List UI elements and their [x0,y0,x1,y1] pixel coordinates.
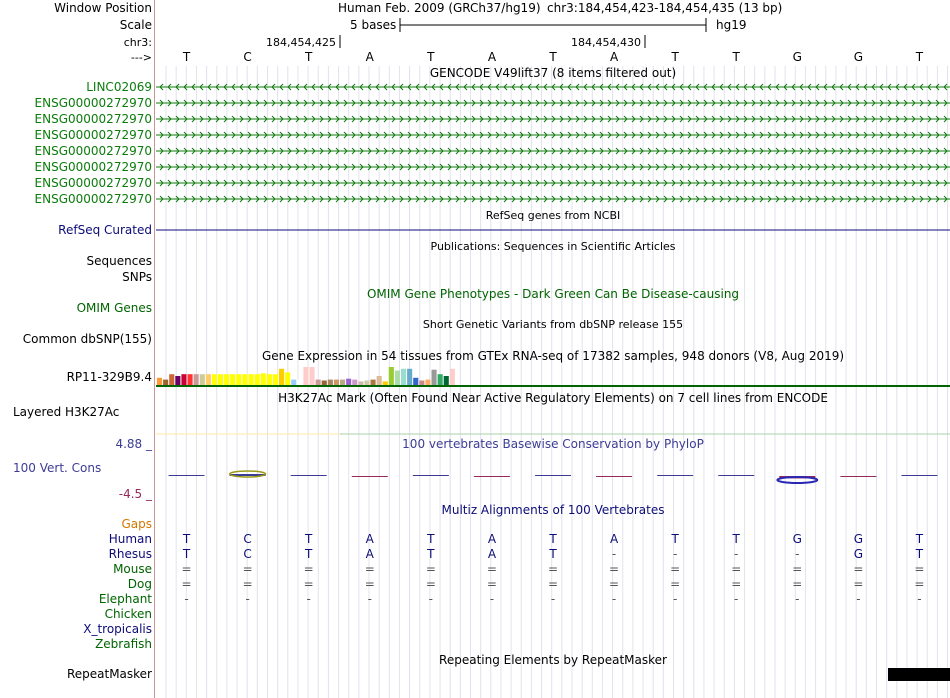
gtex-bar [450,369,455,385]
multiz-base: A [365,532,374,546]
multiz-species-label[interactable]: Mouse [113,562,152,576]
window-position-label: Window Position [54,1,152,15]
base-letter: T [427,50,435,64]
gtex-bar [200,374,205,385]
base-letter: A [609,50,619,64]
base-letter: G [853,50,864,64]
multiz-base: = [914,577,925,591]
multiz-base: = [242,577,253,591]
multiz-base: = [425,562,436,576]
multiz-base: = [792,577,803,591]
gtex-bar [236,374,241,385]
gtex-track-title: Gene Expression in 54 tissues from GTEx RNA-seq of 17382 samples, 948 donors (V8, Aug 2019) [261,349,845,363]
gtex-bar [401,369,406,385]
gtex-bar [377,376,382,385]
conservation-bar [718,475,754,476]
multiz-base: = [486,577,497,591]
multiz-base: T [305,547,313,561]
gtex-bar [175,376,180,385]
gtex-bar [297,380,302,385]
multiz-base: = [731,577,742,591]
dbsnp-track-title: Short Genetic Variants from dbSNP release 155 [422,318,684,331]
multiz-species-label[interactable]: X_tropicalis [83,622,152,636]
multiz-base: G [853,547,864,561]
gtex-bar [273,374,278,385]
gtex-bar [371,380,376,385]
conservation-bar [169,475,205,476]
multiz-base: - [611,547,617,561]
multiz-base: - [795,547,800,561]
gtex-bar [230,374,235,385]
repeatmasker-track-title: Repeating Elements by RepeatMasker [439,653,667,667]
multiz-base: - [734,592,739,606]
base-letter: T [305,50,313,64]
gtex-bar [438,374,443,385]
gtex-bar [181,374,186,385]
gtex-bar [188,374,193,385]
gtex-bar [389,367,394,385]
conservation-bar [535,475,571,476]
multiz-base: - [734,547,739,561]
multiz-base: - [672,592,678,606]
gtex-bar [328,380,333,385]
gtex-bar [224,374,229,385]
multiz-base: = [303,577,314,591]
gtex-bar [285,372,290,385]
snps-track-label[interactable]: SNPs [122,270,152,284]
coord-label-2: 184,454,430 [571,36,641,49]
multiz-base: A [609,532,619,546]
repeat-element-block [888,668,950,681]
gtex-bar [291,380,296,385]
multiz-track-title: Multiz Alignments of 100 Vertebrates [441,503,665,517]
conservation-bar [840,476,876,477]
multiz-base: = [609,577,620,591]
multiz-gaps-label[interactable]: Gaps [121,517,152,531]
multiz-base: = [792,562,803,576]
multiz-base: T [427,547,435,561]
multiz-base: T [732,532,740,546]
multiz-base: - [367,592,372,606]
multiz-base: - [795,592,800,606]
gtex-bar [322,381,327,386]
multiz-base: T [549,547,557,561]
multiz-base: = [364,577,375,591]
multiz-base: - [672,547,678,561]
conservation-track-label[interactable]: 100 Vert. Cons [13,461,102,475]
multiz-species-label[interactable]: Chicken [104,607,152,621]
multiz-species-label[interactable]: Human [108,532,152,546]
multiz-base: T [915,547,924,561]
gencode-item-label[interactable]: ENSG00000272970 [34,112,152,126]
scale-db: hg19 [716,18,747,32]
position-text: chr3:184,454,423-184,454,435 (13 bp) [547,1,783,15]
base-letter: C [243,50,252,64]
multiz-base: = [914,562,925,576]
refseq-track-title: RefSeq genes from NCBI [485,209,621,222]
multiz-base: = [731,562,742,576]
gtex-bar [340,380,345,385]
gencode-item-label[interactable]: LINC02069 [86,80,152,94]
multiz-base: T [915,532,924,546]
multiz-base: - [856,592,861,606]
base-letter: T [732,50,740,64]
multiz-species-label[interactable]: Rhesus [108,547,152,561]
gencode-item-label[interactable]: ENSG00000272970 [34,176,152,190]
gencode-item-label[interactable]: ENSG00000272970 [34,144,152,158]
multiz-base: = [609,562,620,576]
multiz-base: - [489,592,495,606]
conservation-bar [596,476,632,477]
conservation-bar [901,475,937,476]
base-letter: T [182,50,191,64]
multiz-base: - [245,592,250,606]
gtex-bar [444,376,449,385]
gtex-bar [206,374,211,385]
coord-label-1: 184,454,425 [266,36,336,49]
multiz-base: = [181,562,192,576]
conservation-ymax: 4.88 _ [115,437,152,451]
multiz-base: = [670,577,681,591]
multiz-base: - [917,592,922,606]
multiz-base: = [303,562,314,576]
gtex-bar [352,380,357,385]
dbsnp-track-label[interactable]: Common dbSNP(155) [22,332,152,346]
multiz-base: = [670,562,681,576]
multiz-base: A [487,532,497,546]
multiz-species-label[interactable]: Elephant [98,592,152,606]
scale-text: 5 bases [350,18,397,32]
multiz-base: = [547,562,559,576]
base-letter: T [549,50,557,64]
gtex-track-label[interactable]: RP11-329B9.4 [66,370,152,384]
conservation-bar [352,476,388,477]
refseq-track-label[interactable]: RefSeq Curated [58,223,152,237]
multiz-base: G [853,532,864,546]
gtex-bar [364,381,369,386]
gtex-bar [395,371,400,385]
gtex-bar [267,374,272,385]
label-divider [154,0,155,698]
gtex-bar [157,378,162,385]
publications-track-title: Publications: Sequences in Scientific Articles [430,240,676,253]
gtex-bar [425,380,430,385]
gtex-bar [218,374,223,385]
conservation-bar [474,476,510,477]
multiz-base: = [853,577,864,591]
gtex-bar [163,380,168,385]
multiz-base: C [243,532,252,546]
gtex-bar [310,367,315,385]
gtex-bar [316,380,321,385]
multiz-base: T [182,532,191,546]
multiz-base: T [427,532,435,546]
gtex-bar [432,370,437,385]
multiz-base: T [549,532,557,546]
multiz-base: - [428,592,434,606]
gtex-bar [242,374,247,385]
multiz-base: T [305,532,313,546]
gencode-item-label[interactable]: ENSG00000272970 [34,128,152,142]
conservation-bar [413,475,449,476]
multiz-base: - [184,592,189,606]
gencode-item-label[interactable]: ENSG00000272970 [34,192,152,206]
omim-track-title: OMIM Gene Phenotypes - Dark Green Can Be Disease-causing [366,287,740,301]
multiz-base: = [181,577,192,591]
base-letter: T [671,50,679,64]
base-letter: A [487,50,497,64]
gtex-bar [255,374,260,385]
conservation-bar [291,475,327,476]
gtex-bar [279,369,284,385]
repeatmasker-track-label[interactable]: RepeatMasker [66,667,152,681]
gencode-track-title: GENCODE V49lift37 (8 items filtered out) [429,66,677,80]
conservation-bar [657,475,693,476]
multiz-base: T [671,532,679,546]
gtex-bar [413,378,418,385]
gtex-bar [334,380,339,385]
conservation-ymin: -4.5 _ [118,487,152,501]
multiz-base: = [425,577,436,591]
h3k27ac-track-label[interactable]: Layered H3K27Ac [13,405,120,419]
gtex-bar [249,374,254,385]
multiz-base: = [547,577,559,591]
gtex-bar [261,373,266,385]
multiz-base: = [242,562,253,576]
omim-track-label[interactable]: OMIM Genes [76,301,152,315]
multiz-base: C [243,547,252,561]
conservation-track-title: 100 vertebrates Basewise Conservation by PhyloP [402,437,704,451]
multiz-base: T [182,547,191,561]
gtex-bar [346,379,351,385]
multiz-base: - [611,592,617,606]
multiz-base: G [792,532,802,546]
h3k27ac-track-title: H3K27Ac Mark (Often Found Near Active Regulatory Elements) on 7 cell lines from ENCODE [278,391,828,405]
multiz-base: = [364,562,375,576]
gtex-bar [212,374,217,385]
multiz-base: - [306,592,311,606]
multiz-base: = [853,562,864,576]
gtex-bar [303,367,308,385]
multiz-base: A [487,547,497,561]
gtex-bar [169,374,174,385]
chrom-label: chr3: [123,36,152,49]
scale-label: Scale [119,18,152,32]
base-letter: A [365,50,374,64]
gtex-bar [407,369,412,385]
gtex-bar [419,381,424,386]
gencode-item-label[interactable]: ENSG00000272970 [34,96,152,110]
multiz-base: A [365,547,374,561]
gtex-bar [383,381,388,385]
multiz-species-label[interactable]: Dog [127,577,152,591]
gtex-bar [358,381,363,385]
assembly-text: Human Feb. 2009 (GRCh37/hg19) [338,1,541,15]
conservation-dip-outline [777,477,817,483]
multiz-base: - [550,592,556,606]
gtex-bar [194,374,199,385]
base-letter: G [792,50,802,64]
multiz-base: = [486,562,497,576]
base-letter: T [915,50,924,64]
gencode-item-label[interactable]: ENSG00000272970 [34,160,152,174]
sequences-track-label[interactable]: Sequences [86,254,152,268]
strand-label: ---> [130,51,152,64]
multiz-species-label[interactable]: Zebrafish [95,637,152,651]
